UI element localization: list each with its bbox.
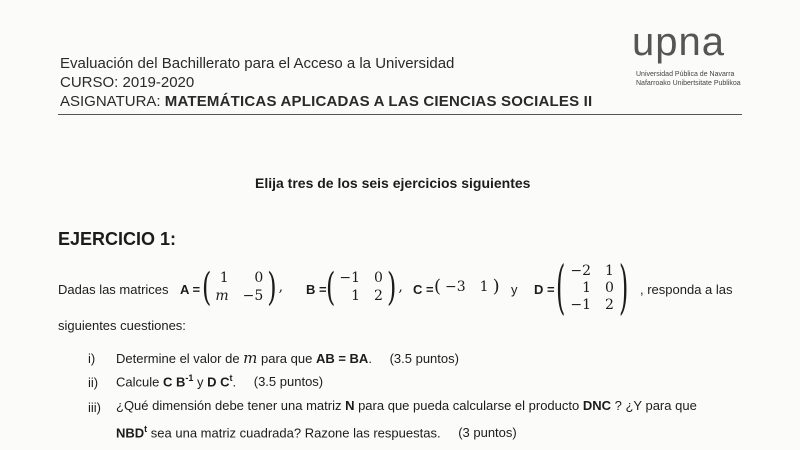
subject-label: ASIGNATURA: (60, 93, 165, 110)
item-text: para que pueda calcularse el producto (354, 398, 583, 413)
matrix-b (326, 266, 403, 308)
math-expression: D C (207, 374, 230, 390)
item-text: para que (257, 351, 316, 366)
left-paren: ( (556, 254, 566, 322)
subject-value: MATEMÁTICAS APLICADAS A LAS CIENCIAS SOCIALES II (164, 93, 593, 110)
left-paren: ( (434, 276, 442, 297)
logo-subtitle-es: Universidad Pública de Navarra (636, 71, 735, 78)
conjunction-y: y (511, 282, 518, 297)
points-label: (3.5 puntos) (389, 351, 459, 366)
item-text: y (193, 374, 208, 390)
matrix-cell: −2 (570, 263, 592, 279)
math-expression: DNC (582, 398, 612, 413)
item-number: iii) (88, 400, 101, 415)
matrix-cell: 0 (254, 270, 264, 286)
matrix-cell: 1 (219, 270, 229, 286)
matrix-cell: −3 (445, 279, 466, 295)
question-item-line1 (116, 398, 697, 413)
item-text: Calcule (116, 374, 163, 390)
instruction-text: Elija tres de los seis ejercicios siguientes (255, 175, 531, 191)
header-exam-title: Evaluación del Bachillerato para el Acceso a la Universidad (60, 55, 455, 72)
right-paren: ) (267, 264, 277, 310)
intro-text-end: , responda a las (640, 282, 733, 297)
matrix-c (434, 276, 500, 298)
matrix-cell: −5 (242, 288, 264, 304)
intro-text-line2: siguientes cuestiones: (58, 318, 186, 333)
matrix-cell: 1 (351, 288, 361, 304)
item-text: ? ¿Y para que (611, 398, 697, 413)
item-number: ii) (88, 375, 99, 390)
matrix-cell: −1 (570, 297, 592, 313)
superscript: t (229, 373, 233, 383)
intro-text-start: Dadas las matrices (58, 282, 169, 297)
matrix-cell: 2 (374, 288, 383, 304)
exercise-title: EJERCICIO 1: (58, 229, 177, 249)
matrix-a (202, 266, 283, 308)
math-expression: C B (162, 374, 186, 390)
points-label: (3 puntos) (458, 425, 517, 441)
matrix-c-label: C = (413, 282, 434, 297)
logo-subtitle-eu: Nafarroako Unibertsitate Publikoa (636, 80, 741, 87)
matrix-a-label: A = (180, 282, 201, 297)
matrix-cell: 1 (479, 279, 489, 295)
item-number: i) (88, 351, 96, 366)
item-text: ¿Qué dimensión debe tener una matriz (116, 398, 346, 413)
matrix-cell: 0 (374, 270, 383, 286)
points-label: (3.5 puntos) (253, 374, 324, 390)
right-paren: ) (618, 254, 629, 322)
math-variable: m (243, 349, 258, 367)
comma: , (278, 279, 284, 295)
item-text: . (368, 351, 372, 366)
math-expression: NBD (116, 425, 145, 441)
header-subject (60, 93, 592, 110)
item-text: sea una matriz cuadrada? Razone las respuestas. (147, 425, 441, 441)
question-item (116, 373, 323, 389)
matrix-cell: m (215, 288, 229, 304)
right-paren: ) (386, 264, 397, 310)
matrix-cell: 2 (605, 297, 614, 313)
comma: , (398, 279, 403, 295)
matrix-d (556, 254, 629, 322)
math-expression: N (345, 398, 355, 413)
matrix-cell: 0 (605, 280, 614, 296)
right-paren: ) (492, 276, 500, 297)
header-divider (58, 114, 742, 115)
item-text: Determine el valor de (116, 351, 244, 366)
matrix-d-label: D = (534, 282, 555, 297)
header-course: CURSO: 2019-2020 (60, 74, 195, 91)
question-item-line2 (116, 424, 517, 440)
matrix-b-label: B = (306, 282, 327, 297)
item-text: . (232, 374, 237, 390)
question-item (116, 349, 459, 367)
matrix-cell: 1 (605, 263, 614, 279)
matrix-cell: −1 (339, 270, 361, 286)
left-paren: ( (326, 264, 336, 310)
superscript: t (144, 424, 148, 434)
superscript: -1 (185, 373, 194, 383)
upna-logo: upna (632, 20, 725, 64)
left-paren: ( (202, 264, 212, 310)
matrix-cell: 1 (582, 280, 592, 296)
math-expression: AB = BA (315, 351, 369, 366)
